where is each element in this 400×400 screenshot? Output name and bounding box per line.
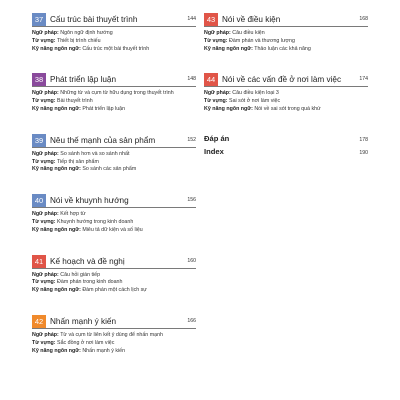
grammar-value: Kết hợp từ (60, 211, 86, 218)
unit-number-badge: 40 (32, 194, 46, 207)
unit-title[interactable]: Nói về điều kiện (222, 15, 281, 24)
unit-37 (32, 13, 196, 53)
unit-header (204, 13, 368, 27)
vocab-line: Từ vựng: Đàm phán và thương lượng (204, 37, 295, 44)
skill-line: Kỹ năng ngôn ngữ: Miêu tả dữ kiện và số liệu (32, 226, 143, 233)
skill-value: Miêu tả dữ kiện và số liệu (82, 226, 143, 233)
unit-40 (32, 194, 196, 234)
vocab-line: Từ vựng: Sai sót ở nơi làm việc (204, 98, 281, 105)
grammar-line: Ngữ pháp: Những từ và cụm từ hữu dụng trong thuyết trình (32, 90, 174, 97)
skill-line: Kỹ năng ngôn ngữ: Thảo luận các khả năng (204, 45, 311, 52)
vocab-line: Từ vựng: Tiếp thị sản phẩm (32, 158, 99, 165)
vocab-value: Sai sót ở nơi làm việc (229, 98, 281, 105)
grammar-value: Từ và cụm từ liên kết ý dùng để nhấn mạnh (60, 331, 163, 338)
back-matter (204, 134, 368, 160)
unit-page-number: 156 (187, 197, 196, 204)
grammar-value: Câu điều kiện loại 3 (232, 90, 279, 97)
answer-key-entry[interactable] (204, 134, 368, 147)
answer-key-title: Đáp án (204, 133, 230, 143)
vocab-line: Từ vựng: Đàm phán trong kinh doanh (32, 279, 123, 286)
skill-line: Kỹ năng ngôn ngữ: So sánh các sản phẩm (32, 166, 137, 173)
unit-title[interactable]: Nói về các vấn đề ở nơi làm việc (222, 75, 342, 85)
vocab-line: Từ vựng: Thiết bị trình chiếu (32, 37, 101, 44)
index-page: 190 (359, 149, 368, 156)
grammar-line: Ngữ pháp: Ngôn ngữ định hướng (32, 30, 113, 36)
unit-title[interactable]: Kế hoạch và đề nghị (50, 256, 125, 266)
skill-value: Phát triển lập luận (82, 105, 126, 112)
vocab-value: Đàm phán trong kinh doanh (57, 279, 123, 286)
skill-value: Đàm phán một cách lịch sự (82, 287, 147, 294)
unit-header (32, 13, 196, 27)
unit-page-number: 152 (187, 136, 196, 143)
vocab-value: Sắc đồng ở nơi làm việc (57, 339, 115, 346)
skill-value: Nói về sai sót trong quá khứ (254, 105, 321, 112)
skill-value: Thảo luận các khả năng (254, 45, 311, 52)
unit-page-number: 168 (359, 16, 368, 22)
grammar-line: Ngữ pháp: So sánh hơn và so sánh nhất (32, 150, 130, 157)
unit-header (32, 73, 196, 87)
skill-line: Kỹ năng ngôn ngữ: Nói về sai sót trong quá khứ (204, 105, 321, 112)
unit-page-number: 166 (187, 317, 196, 324)
unit-43 (204, 13, 368, 53)
unit-38 (32, 73, 196, 113)
vocab-line: Từ vựng: Bài thuyết trình (32, 98, 93, 105)
toc-right-column (204, 13, 368, 160)
unit-header (32, 255, 196, 269)
unit-header (32, 134, 196, 148)
skill-line: Kỹ năng ngôn ngữ: Đàm phán một cách lịch sự (32, 287, 147, 294)
vocab-value: Tiếp thị sản phẩm (56, 158, 99, 165)
grammar-line: Ngữ pháp: Câu hỏi gián tiếp (32, 271, 101, 278)
grammar-value: Những từ và cụm từ hữu dụng trong thuyết trình (60, 90, 174, 97)
skill-value: Nhấn mạnh ý kiến (82, 347, 126, 354)
unit-page-number: 144 (187, 16, 196, 22)
unit-39 (32, 134, 196, 174)
unit-number-badge: 44 (204, 73, 218, 86)
grammar-line: Ngữ pháp: Kết hợp từ (32, 211, 86, 218)
skill-line: Kỹ năng ngôn ngữ: Nhấn mạnh ý kiến (32, 347, 126, 354)
answer-key-page: 178 (359, 136, 368, 143)
unit-page-number: 148 (187, 76, 196, 83)
unit-title[interactable]: Nhấn mạnh ý kiến (50, 316, 116, 326)
unit-number-badge: 37 (32, 13, 46, 26)
grammar-value: Ngôn ngữ định hướng (60, 30, 113, 36)
vocab-value: Thiết bị trình chiếu (56, 37, 101, 44)
grammar-value: Câu hỏi gián tiếp (60, 271, 101, 278)
unit-title[interactable]: Nêu thế mạnh của sản phẩm (50, 135, 156, 145)
toc-left-column (32, 13, 196, 375)
skill-line: Kỹ năng ngôn ngữ: Phát triển lập luận (32, 105, 126, 112)
skill-line: Kỹ năng ngôn ngữ: Cấu trúc một bài thuyết trình (32, 45, 150, 52)
unit-page-number: 174 (359, 76, 368, 83)
grammar-line: Ngữ pháp: Từ và cụm từ liên kết ý dùng để nhấn mạnh (32, 331, 163, 338)
unit-page-number: 160 (187, 257, 196, 264)
unit-number-badge: 42 (32, 315, 46, 328)
skill-value: So sánh các sản phẩm (82, 166, 137, 173)
unit-number-badge: 43 (204, 13, 218, 26)
unit-title[interactable]: Cấu trúc bài thuyết trình (50, 15, 138, 24)
unit-number-badge: 38 (32, 73, 46, 86)
vocab-value: Khuynh hướng trong kinh doanh (57, 218, 134, 225)
vocab-line: Từ vựng: Sắc đồng ở nơi làm việc (32, 339, 115, 346)
unit-41 (32, 255, 196, 295)
unit-number-badge: 41 (32, 255, 46, 268)
vocab-value: Bài thuyết trình (57, 98, 93, 105)
grammar-line: Ngữ pháp: Câu điều kiện loại 3 (204, 90, 279, 97)
unit-header (32, 315, 196, 329)
unit-number-badge: 39 (32, 134, 46, 147)
grammar-value: So sánh hơn và so sánh nhất (60, 150, 130, 157)
unit-44 (204, 73, 368, 113)
vocab-value: Đàm phán và thương lượng (229, 37, 295, 44)
vocab-line: Từ vựng: Khuynh hướng trong kinh doanh (32, 218, 134, 225)
unit-42 (32, 315, 196, 355)
unit-title[interactable]: Nói về khuynh hướng (50, 196, 129, 206)
index-entry[interactable] (204, 147, 368, 160)
unit-header (204, 73, 368, 87)
grammar-line: Ngữ pháp: Câu điều kiện (204, 30, 265, 36)
unit-title[interactable]: Phát triển lập luận (50, 75, 116, 85)
index-title: Index (204, 146, 224, 156)
skill-value: Cấu trúc một bài thuyết trình (82, 45, 150, 52)
grammar-value: Câu điều kiện (232, 30, 265, 36)
unit-header (32, 194, 196, 208)
